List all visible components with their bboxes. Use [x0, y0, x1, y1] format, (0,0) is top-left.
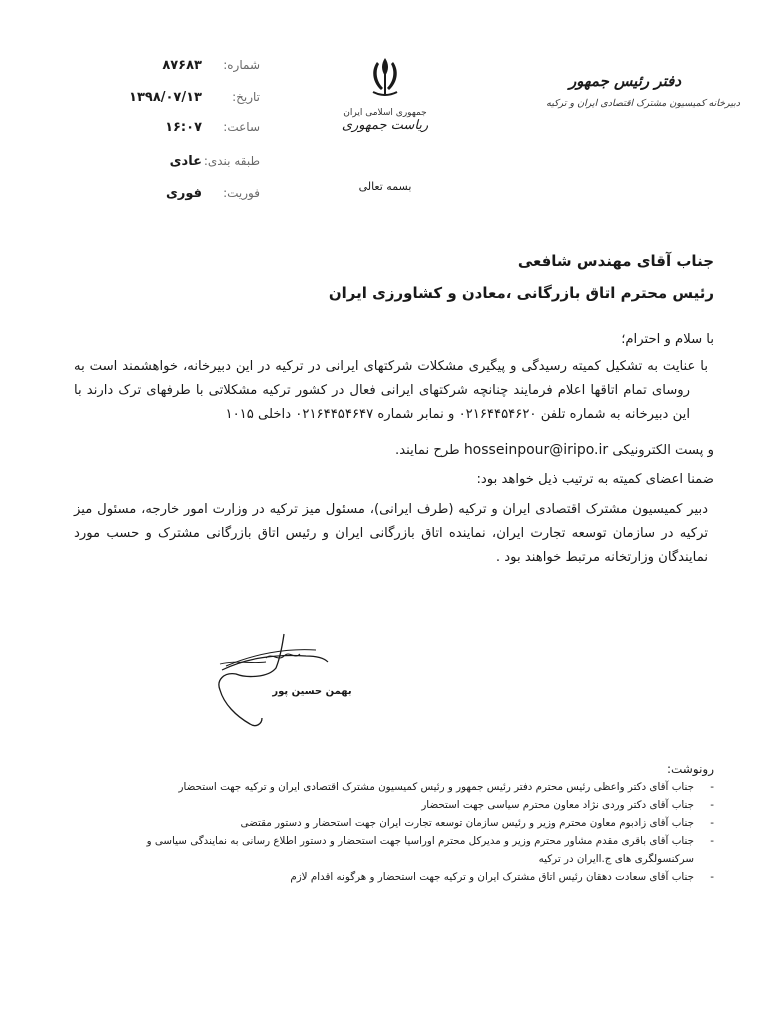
meta-date-label: تاریخ: [232, 90, 260, 104]
emblem-block [330, 54, 440, 133]
meta-priority-value: فوری [165, 186, 202, 201]
office-subtitle: دبیرخانه کمیسیون مشترک اقتصادی ایران و ترکیه [546, 98, 740, 109]
email-suffix: طرح نمایند. [395, 443, 460, 458]
meta-number [140, 58, 260, 80]
office-title: دفتر رئیس جمهور [568, 72, 682, 90]
office-header [510, 72, 740, 109]
body-paragraph-1 [74, 355, 708, 428]
meta-time-label: ساعت: [223, 120, 260, 134]
meta-classification [140, 154, 260, 176]
meta-classification-label: طبقه بندی: [203, 154, 260, 168]
cc-item-text: جناب آقای دکتر واعظی رئیس محترم دفتر رئیس جمهور و رئیس کمیسیون مشترک اقتصادی ایران و ترکیه جهت استحضار [178, 781, 694, 793]
body-paragraph-1-text: با عنایت به تشکیل کمیته رسیدگی و پیگیری مشکلات شرکتهای ایرانی در ترکیه در این دبیرخانه، خواهشمند است به روسای تمام اتاقها اعلام فرمایند چنانچه شرکتهای ایرانی فعال در کشور ترکیه مشکلاتی با طرفهای ترک دارند با این دبیرخانه به شماره تلفن ۰۲۱۶۴۴۵۴۶۲۰ و نمابر شماره ۰۲۱۶۴۴۵۴۶۴۷ داخلی ۱۰۱۵ [74, 359, 708, 423]
addressee-title: رئیس محترم اتاق بازرگانی ،معادن و کشاورزی ایران [328, 284, 714, 302]
email-line [395, 442, 714, 458]
cc-title: رونوشت: [666, 762, 714, 776]
meta-time [140, 120, 260, 142]
meta-priority [140, 186, 260, 208]
cc-item: - جناب آقای سعادت دهقان رئیس اتاق مشترک ایران و ترکیه جهت استحضار و هرگونه اقدام لازم [290, 871, 714, 883]
email-prefix: و پست الکترونیکی [612, 443, 714, 458]
cc-item-text: جناب آقای دکتر وردی نژاد معاون محترم سیاسی جهت استحضار [421, 799, 694, 811]
cc-item-text: جناب آقای زادبوم معاون محترم وزیر و رئیس سازمان توسعه تجارت ایران جهت استحضار و دستور مقتضی [240, 817, 694, 829]
meta-date [129, 90, 260, 112]
meta-date-value: ۱۳۹۸/۰۷/۱۳ [129, 90, 202, 105]
addressee-name: جناب آقای مهندس شافعی [517, 252, 714, 270]
cc-item: - جناب آقای باقری مقدم مشاور محترم وزیر و مدیرکل محترم اوراسیا جهت استحضار و دستور اطلاع رسانی به نمایندگی سیاسی و سرکنسولگری های ج.اایران در ترکیه [146, 835, 714, 865]
iran-emblem-icon [365, 54, 405, 100]
cc-item-text: جناب آقای باقری مقدم مشاور محترم وزیر و مدیرکل محترم اوراسیا جهت استحضار و دستور اطلاع رسانی به نمایندگی سیاسی و سرکنسولگری های ج.اایران در ترکیه [146, 835, 694, 865]
meta-time-value: ۱۶:۰۷ [165, 120, 202, 135]
basmala: بسمه تعالی [358, 180, 412, 193]
signatory-name: بهمن حسین پور [272, 686, 352, 697]
meta-classification-value: عادی [169, 154, 202, 169]
signature-scribble [206, 628, 336, 738]
meta-number-value: ۸۷۶۸۳ [162, 58, 202, 73]
body-paragraph-2-text: دبیر کمیسیون مشترک اقتصادی ایران و ترکیه (طرف ایرانی)، مسئول میز ترکیه در وزارت امور خارجه، مسئول میز ترکیه در سازمان توسعه تجارت ایران، نماینده اتاق بازرگانی ایران و رئیس اتاق بازرگانی مشترک و حسب مورد نمایندگان وزارتخانه مرتبط خواهند بود . [74, 502, 708, 566]
email-address: hosseinpour@iripo.ir [463, 442, 609, 458]
cc-item: - جناب آقای زادبوم معاون محترم وزیر و رئیس سازمان توسعه تجارت ایران جهت استحضار و دستور مقتضی [240, 817, 714, 829]
cc-item-text: جناب آقای سعادت دهقان رئیس اتاق مشترک ایران و ترکیه جهت استحضار و هرگونه اقدام لازم [290, 871, 694, 883]
emblem-line-2: ریاست جمهوری [341, 118, 429, 133]
emblem-line-1: جمهوری اسلامی ایران [343, 108, 427, 118]
cc-list [94, 778, 714, 886]
cc-item: - جناب آقای دکتر وردی نژاد معاون محترم سیاسی جهت استحضار [421, 799, 714, 811]
cc-item: - جناب آقای دکتر واعظی رئیس محترم دفتر رئیس جمهور و رئیس کمیسیون مشترک اقتصادی ایران و ترکیه جهت استحضار [178, 781, 714, 793]
body-paragraph-2 [74, 498, 708, 571]
greeting: با سلام و احترام؛ [621, 332, 714, 347]
meta-priority-label: فوریت: [223, 186, 260, 200]
meta-number-label: شماره: [223, 58, 260, 72]
members-intro: ضمنا اعضای کمیته به ترتیب ذیل خواهد بود: [476, 472, 714, 487]
